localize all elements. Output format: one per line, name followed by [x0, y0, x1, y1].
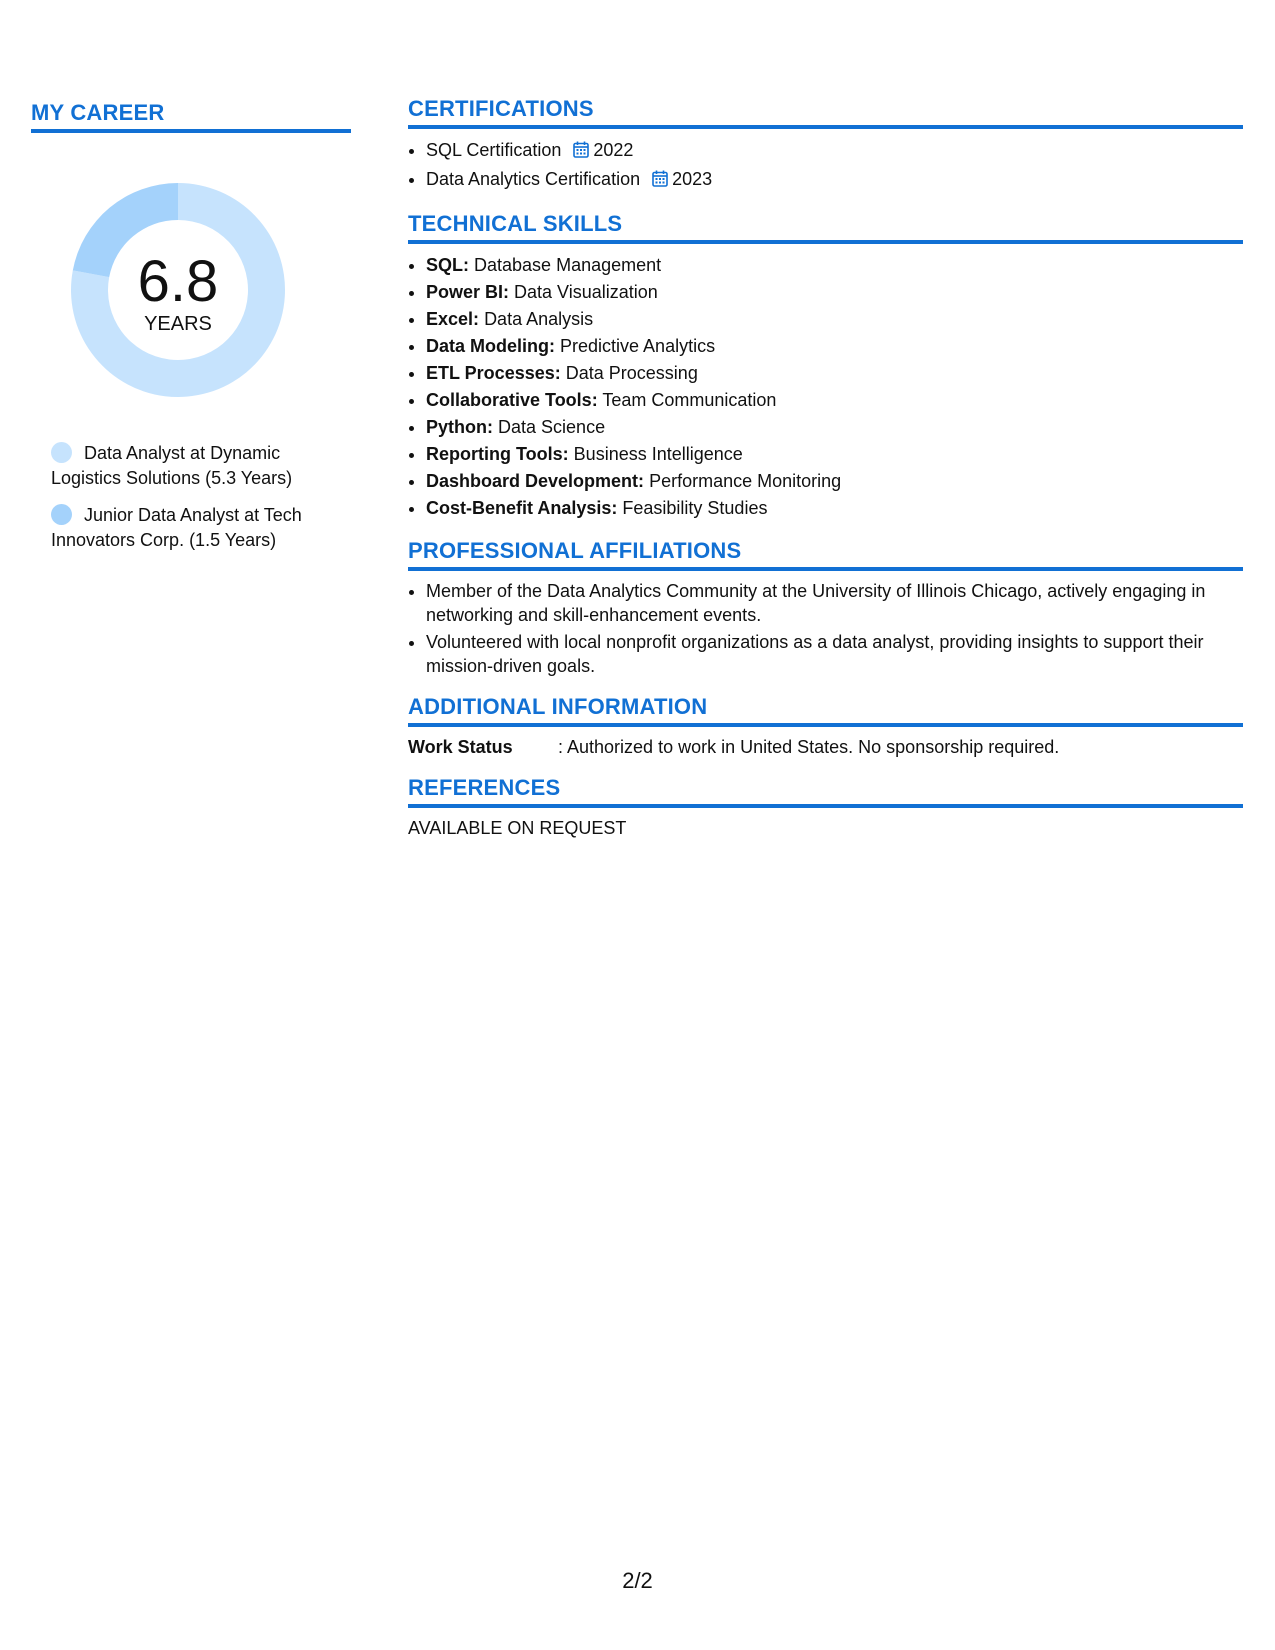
- certification-name: SQL Certification: [426, 140, 562, 160]
- total-years-unit: YEARS: [144, 313, 212, 335]
- affiliations-section: [408, 538, 1243, 678]
- skills-list: [408, 252, 1243, 522]
- skill-name: SQL:: [426, 255, 469, 275]
- legend-label: Data Analyst at Dynamic Logistics Solutions (5.3 Years): [51, 443, 293, 488]
- legend-item: [51, 441, 351, 491]
- work-status-value: : Authorized to work in United States. No sponsorship required.: [558, 737, 1060, 757]
- skill-detail: Data Processing: [565, 363, 698, 383]
- certification-year: 2022: [593, 140, 634, 160]
- career-donut-chart: [63, 175, 293, 405]
- skills-section: [408, 211, 1243, 522]
- affiliations-list: [408, 579, 1243, 678]
- total-years-value: 6.8: [137, 249, 219, 314]
- skill-detail: Team Communication: [602, 390, 777, 410]
- page-number: 2/2: [622, 1568, 653, 1593]
- main-column: [408, 96, 1243, 855]
- skill-detail: Feasibility Studies: [622, 498, 768, 518]
- skill-detail: Business Intelligence: [573, 444, 743, 464]
- legend-dot: [51, 504, 72, 525]
- skill-item: [426, 441, 1243, 468]
- skill-item: [426, 360, 1243, 387]
- skill-name: Excel:: [426, 309, 480, 329]
- skills-heading: TECHNICAL SKILLS: [408, 211, 1243, 244]
- skill-name: Collaborative Tools:: [426, 390, 598, 410]
- affiliation-item: • Volunteered with local nonprofit organizations as a data analyst, providing insights to support their mission-driven goals.: [426, 630, 1243, 678]
- legend-label: Junior Data Analyst at Tech Innovators Corp. (1.5 Years): [51, 505, 302, 550]
- legend-dot: [51, 442, 72, 463]
- skill-detail: Database Management: [474, 255, 662, 275]
- additional-info-heading: ADDITIONAL INFORMATION: [408, 694, 1243, 727]
- skill-name: Python:: [426, 417, 493, 437]
- skill-detail: Performance Monitoring: [649, 471, 842, 491]
- skill-item: [426, 306, 1243, 333]
- references-text: AVAILABLE ON REQUEST: [408, 818, 627, 838]
- skill-detail: Data Analysis: [484, 309, 594, 329]
- affiliations-heading: PROFESSIONAL AFFILIATIONS: [408, 538, 1243, 571]
- calendar-icon: [652, 168, 668, 195]
- affiliation-item: • Member of the Data Analytics Community at the University of Illinois Chicago, actively engaging in networking and skill-enhancement events.: [426, 579, 1243, 627]
- certifications-heading: CERTIFICATIONS: [408, 96, 1243, 129]
- skill-name: Cost-Benefit Analysis:: [426, 498, 618, 518]
- work-status-label: Work Status: [408, 737, 513, 757]
- references-heading: REFERENCES: [408, 775, 1243, 808]
- skill-name: Reporting Tools:: [426, 444, 569, 464]
- skill-item: [426, 468, 1243, 495]
- skill-detail: Predictive Analytics: [560, 336, 716, 356]
- work-status-row: [408, 735, 1243, 759]
- references-section: [408, 775, 1243, 839]
- certification-item: [426, 137, 1243, 166]
- skill-item: [426, 279, 1243, 306]
- skill-item: [426, 333, 1243, 360]
- certification-year: 2023: [672, 169, 713, 189]
- additional-info-section: [408, 694, 1243, 759]
- career-column: [31, 96, 351, 565]
- career-heading: MY CAREER: [31, 96, 351, 133]
- calendar-icon: [573, 139, 589, 166]
- career-legend: [51, 441, 351, 553]
- certifications-list: [408, 137, 1243, 195]
- skill-name: ETL Processes:: [426, 363, 561, 383]
- skill-detail: Data Visualization: [514, 282, 658, 302]
- certifications-section: [408, 96, 1243, 195]
- certification-name: Data Analytics Certification: [426, 169, 641, 189]
- skill-name: Dashboard Development:: [426, 471, 645, 491]
- skill-detail: Data Science: [498, 417, 606, 437]
- skill-item: [426, 495, 1243, 522]
- donut-center-label: [63, 175, 293, 336]
- skill-name: Power BI:: [426, 282, 510, 302]
- skill-name: Data Modeling:: [426, 336, 555, 356]
- certification-item: [426, 166, 1243, 195]
- skill-item: [426, 387, 1243, 414]
- legend-item: [51, 503, 351, 553]
- skill-item: [426, 414, 1243, 441]
- skill-item: [426, 252, 1243, 279]
